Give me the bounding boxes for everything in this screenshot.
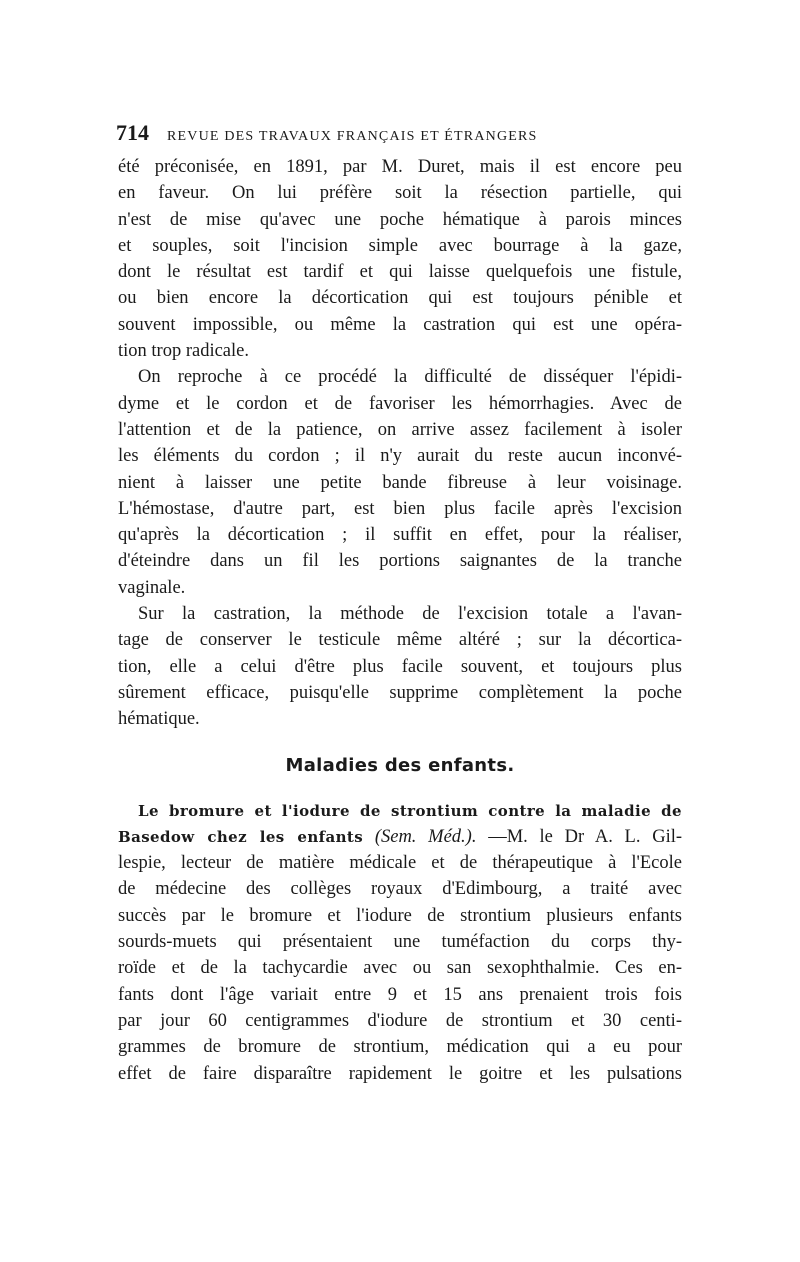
- text-line: tage de conserver le testicule même altéré ; sur la décortica-: [118, 630, 682, 651]
- article-paragraph: [118, 798, 682, 1087]
- text-line: hématique.: [118, 709, 200, 730]
- text-line: dont le résultat est tardif et qui laisse quelquefois une fistule,: [118, 262, 682, 283]
- text-line: tion, elle a celui d'être plus facile souvent, et toujours plus: [118, 656, 682, 677]
- text-line: qu'après la décortication ; il suffit en effet, pour la réaliser,: [118, 525, 682, 546]
- text-line: ou bien encore la décortication qui est toujours pénible et: [118, 288, 682, 309]
- running-head: [118, 120, 682, 148]
- text-line: d'éteindre dans un fil les portions saignantes de la tranche: [118, 551, 682, 572]
- text-line: et souples, soit l'incision simple avec bourrage à la gaze,: [118, 235, 682, 256]
- article-author: —M. le Dr A. L. Gil-: [476, 826, 683, 847]
- text-line: roïde et de la tachycardie avec ou san sexophthalmie. Ces en-: [118, 958, 682, 979]
- text-line: l'attention et de la patience, on arrive assez facilement à isoler: [118, 419, 682, 440]
- paragraph-3: [118, 601, 682, 732]
- text-line: vaginale.: [118, 577, 186, 598]
- paragraph-2: [118, 364, 682, 601]
- text-line: effet de faire disparaître rapidement le goitre et les pulsations: [118, 1063, 682, 1084]
- article-title-line: [118, 798, 682, 824]
- text-line: [118, 824, 682, 850]
- text-line: de médecine des collèges royaux d'Edimbourg, a traité avec: [118, 879, 682, 900]
- text-line: en faveur. On lui préfère soit la résection partielle, qui: [118, 183, 682, 204]
- text-line: souvent impossible, ou même la castration qui est une opéra-: [118, 314, 682, 335]
- text-line: par jour 60 centigrammes d'iodure de strontium et 30 centi-: [118, 1010, 682, 1031]
- text-line: On reproche à ce procédé la difficulté de disséquer l'épidi-: [138, 367, 682, 388]
- text-line: tion trop radicale.: [118, 341, 249, 362]
- text-line: nient à laisser une petite bande fibreuse à leur voisinage.: [118, 472, 682, 493]
- paragraph-1: [118, 154, 682, 364]
- article-source: (Sem. Méd.).: [374, 826, 477, 847]
- article-title: Le bromure et l'iodure de strontium contre la maladie de: [138, 801, 682, 820]
- text-line: sûrement efficace, puisqu'elle supprime complètement la poche: [118, 682, 682, 703]
- text-line: sourds-muets qui présentaient une tuméfaction du corps thy-: [118, 932, 682, 953]
- document-page: [118, 120, 682, 1087]
- article-title-continued: Basedow chez les enfants: [118, 827, 364, 846]
- text-line: succès par le bromure et l'iodure de strontium plusieurs enfants: [118, 905, 682, 926]
- text-line: été préconisée, en 1891, par M. Duret, mais il est encore peu: [118, 157, 682, 177]
- section-heading: Maladies des enfants.: [285, 754, 515, 776]
- text-line: fants dont l'âge variait entre 9 et 15 ans prenaient trois fois: [118, 984, 682, 1005]
- running-title: REVUE DES TRAVAUX FRANÇAIS ET ÉTRANGERS: [167, 129, 538, 144]
- page-number: 714: [116, 120, 149, 145]
- text-line: Sur la castration, la méthode de l'excision totale a l'avan-: [138, 604, 682, 625]
- text-line: L'hémostase, d'autre part, est bien plus facile après l'excision: [118, 498, 682, 519]
- text-line: lespie, lecteur de matière médicale et de thérapeutique à l'Ecole: [118, 853, 682, 874]
- text-line: grammes de bromure de strontium, médication qui a eu pour: [118, 1037, 682, 1058]
- text-line: n'est de mise qu'avec une poche hématique à parois minces: [118, 209, 682, 230]
- text-line: dyme et le cordon et de favoriser les hémorrhagies. Avec de: [118, 393, 682, 414]
- text-line: les éléments du cordon ; il n'y aurait du reste aucun inconvé-: [118, 446, 682, 467]
